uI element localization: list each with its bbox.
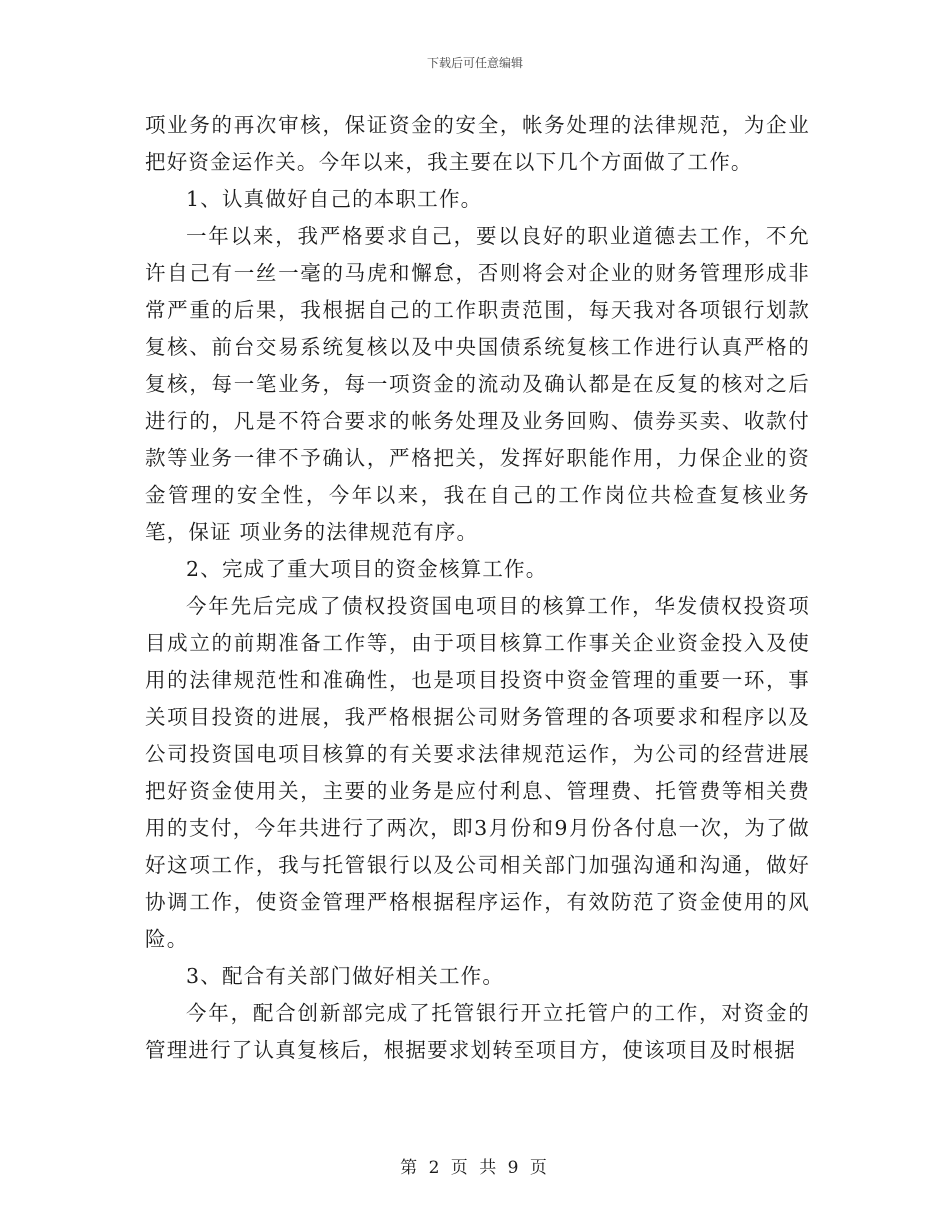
paragraph: 今年先后完成了债权投资国电项目的核算工作，华发债权投资项目成立的前期准备工作等，由于项目核算工作事关企业资金投入及使用的法律规范性和准确性，也是项目投资中资金管理的重要一环，事关项目投资的进展，我严格根据公司财务管理的各项要求和程序以及公司投资国电项目核算的有关要求法律规范运作，为公司的经营进展把好资金使用关，主要的业务是应付利息、管理费、托管费等相关费用的支付，今年共进行了两次，即3月份和9月份各付息一次，为了做好这项工作，我与托管银行以及公司相关部门加强沟通和沟通，做好协调工作，使资金管理严格根据程序运作，有效防范了资金使用的风险。 xyxy=(145,594,810,951)
page-number: 第 2 页 共 9 页 xyxy=(400,1158,550,1178)
section-heading-3: 3、配合有关部门做好相关工作。 xyxy=(186,964,505,988)
document-body xyxy=(145,107,810,1069)
section-heading-1: 1、认真做好自己的本职工作。 xyxy=(186,187,483,211)
paragraph: 今年，配合创新部完成了托管银行开立托管户的工作，对资金的管理进行了认真复核后，根据要求划转至项目方，使该项目及时根据 xyxy=(145,1001,810,1062)
section-heading-2: 2、完成了重大项目的资金核算工作。 xyxy=(186,557,548,581)
page-header-note: 下载后可任意编辑 xyxy=(426,56,523,70)
paragraph: 项业务的再次审核，保证资金的安全，帐务处理的法律规范，为企业把好资金运作关。今年以来，我主要在以下几个方面做了工作。 xyxy=(145,113,810,174)
paragraph: 一年以来，我严格要求自己，要以良好的职业道德去工作，不允许自己有一丝一毫的马虎和懈怠，否则将会对企业的财务管理形成非常严重的后果，我根据自己的工作职责范围，每天我对各项银行划款复核、前台交易系统复核以及中央国债系统复核工作进行认真严格的复核，每一笔业务，每一项资金的流动及确认都是在反复的核对之后进行的，凡是不符合要求的帐务处理及业务回购、债券买卖、收款付款等业务一律不予确认，严格把关，发挥好职能作用，力保企业的资金管理的安全性，今年以来，我在自己的工作岗位共检查复核业务笔，保证 项业务的法律规范有序。 xyxy=(145,224,810,544)
